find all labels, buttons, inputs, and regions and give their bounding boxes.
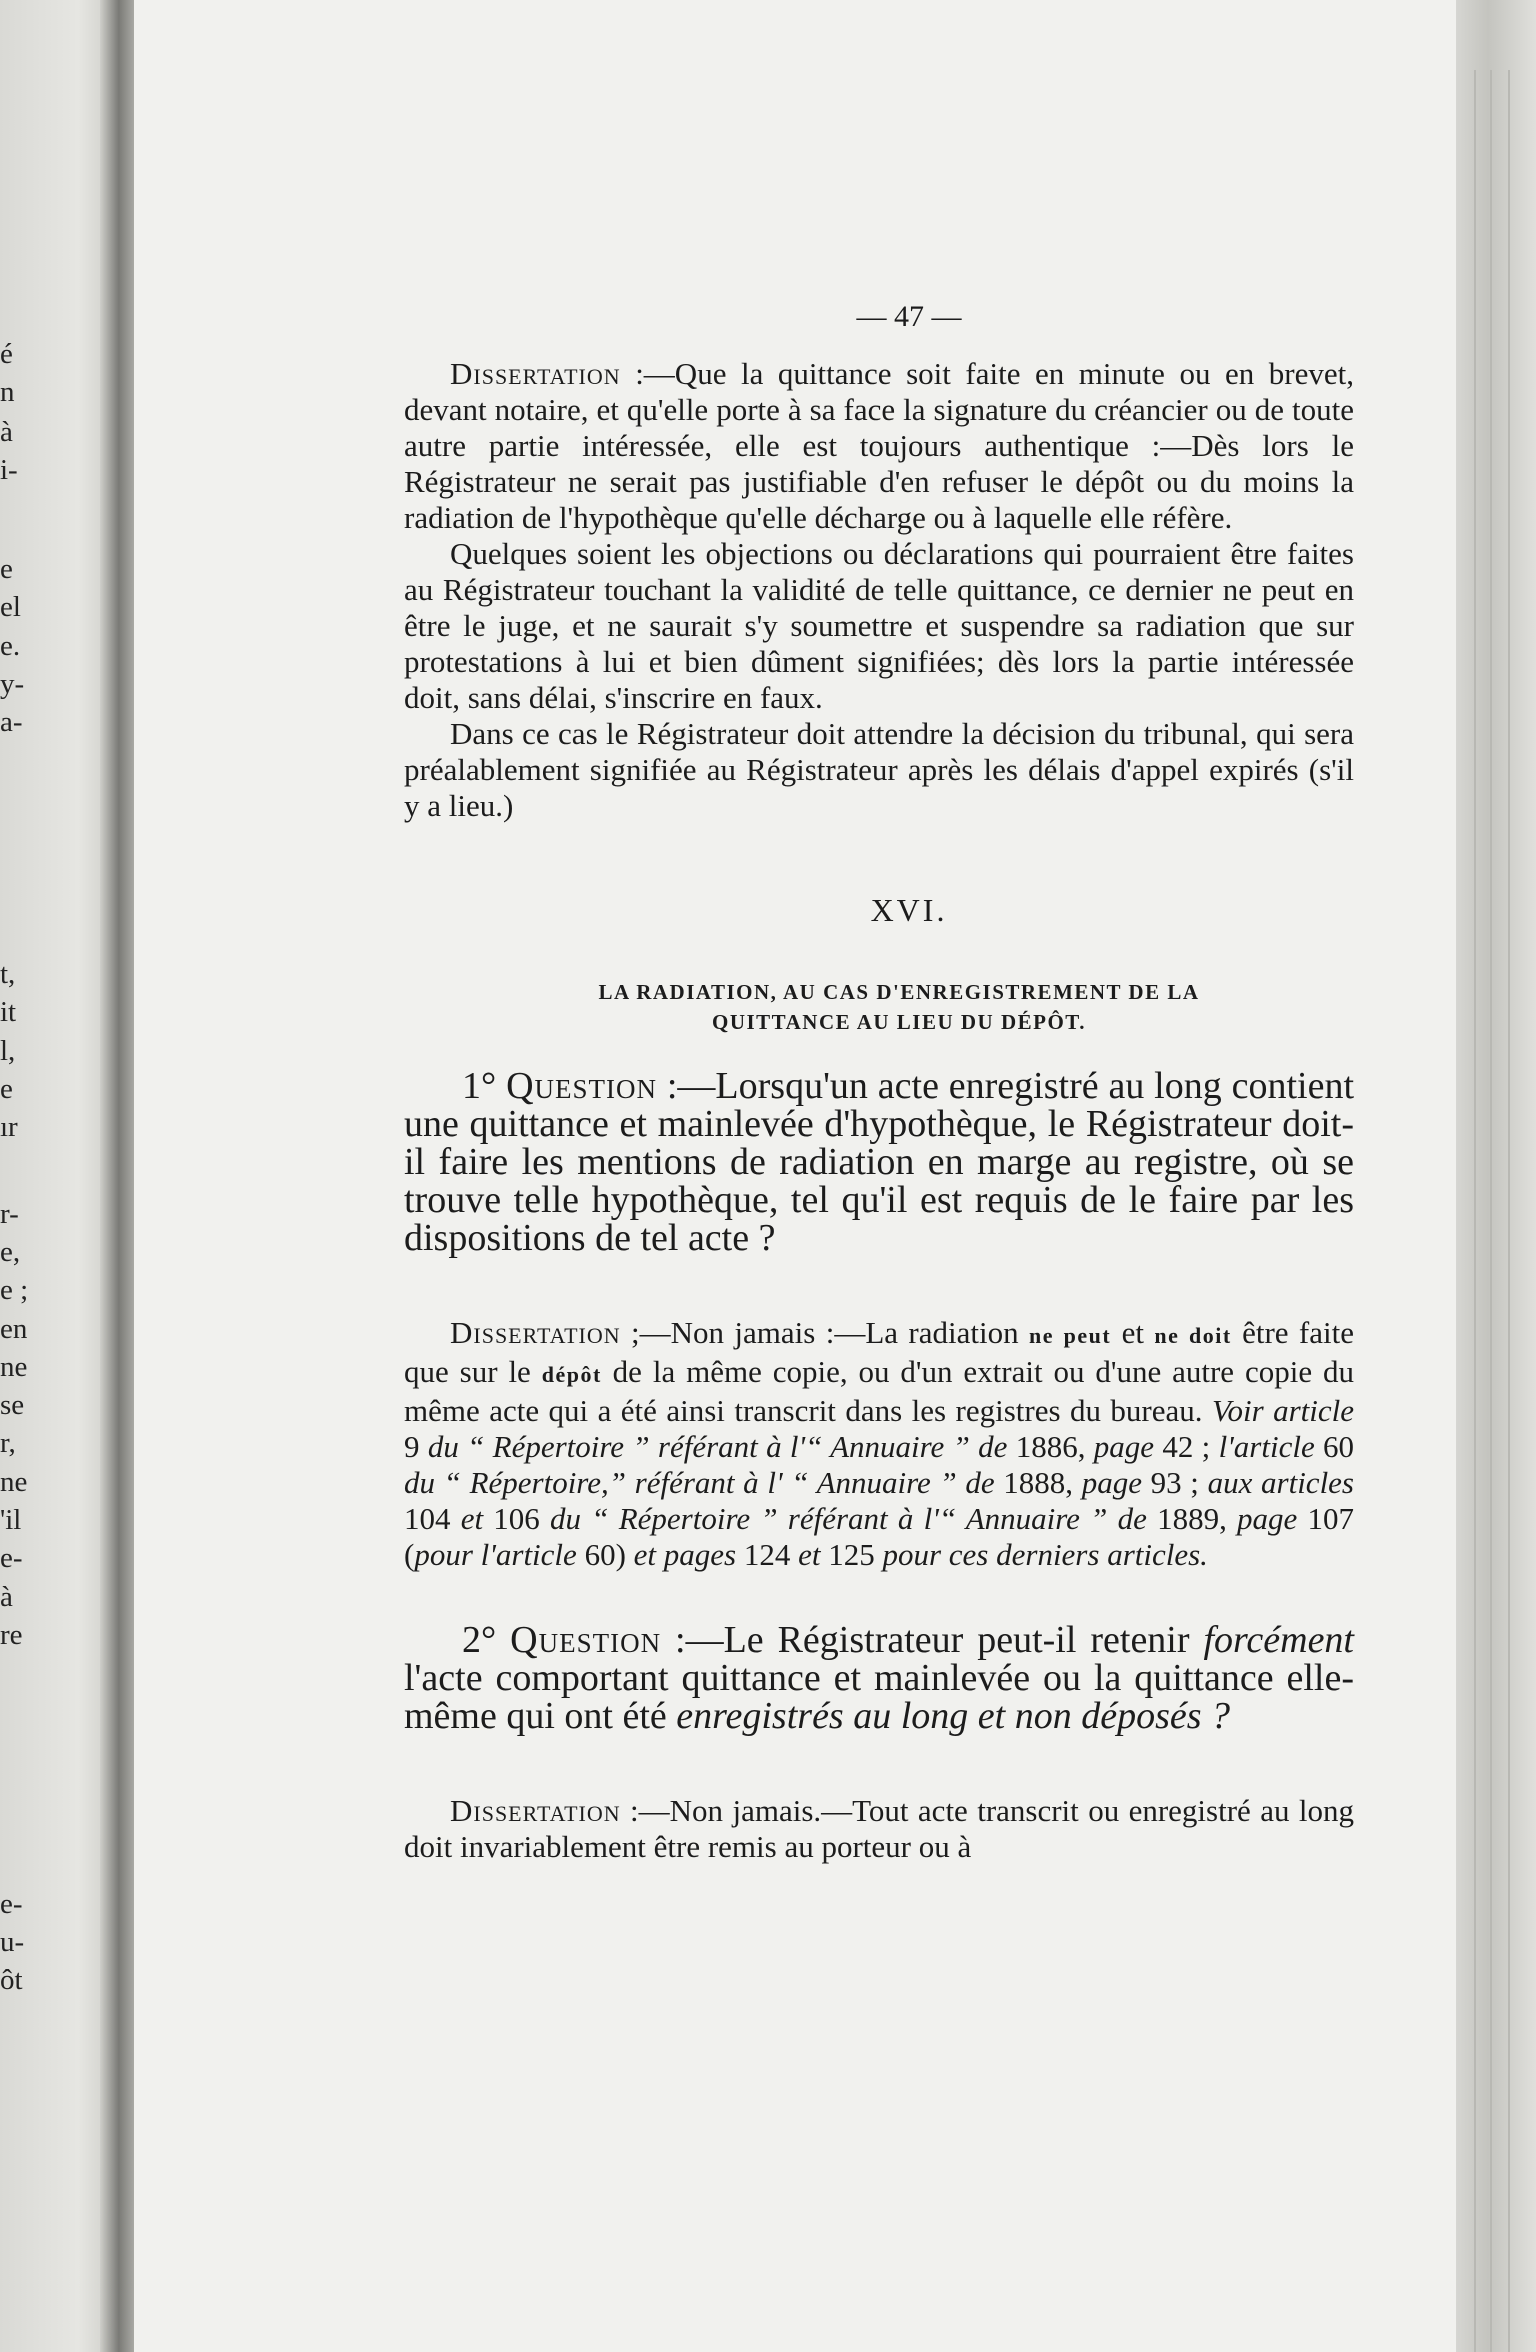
italic-run: aux articles: [1207, 1465, 1355, 1500]
italic-run: pour ces derniers articles.: [882, 1537, 1208, 1572]
paragraph-text: :—Que la quittance soit faite en minute ou en brevet, devant notaire, et qu'elle porte à sa face la signature du créancier ou de toute autre partie intéressée, elle est toujours authentique :—Dès lors le Régistrateur ne serait pas justifiable d'en refuser le dépôt ou du moins la radiation de l'hypothèque qu'elle décharge ou à laquelle elle réfère.: [404, 356, 1354, 535]
text-run: être faite que sur le: [404, 1315, 1354, 1389]
facing-page-fragment: e: [0, 553, 13, 585]
text-run: 125: [820, 1537, 883, 1572]
italic-run: forcément: [1203, 1619, 1354, 1661]
dissertation-label: Dissertation: [450, 1315, 621, 1350]
italic-run: et pages: [633, 1537, 737, 1572]
text-run: 104: [404, 1501, 461, 1536]
page-content: [404, 300, 1354, 1865]
italic-run: page: [1237, 1501, 1298, 1536]
section-title-line-2: QUITTANCE AU LIEU DU DÉPÔT.: [711, 1010, 1087, 1034]
paragraph-objections: Quelques soient les objections ou déclarations qui pourraient être faites au Régistrateur touchant la validité de telle quittance, ce dernier ne peut en être le juge, et ne saurait s'y soumettre et suspendre sa radiation que sur protestations à lui et bien dûment signifiées; dès lors la partie intéressée doit, sans délai, s'inscrire en faux.: [404, 536, 1354, 715]
facing-page-fragment: e-: [0, 1542, 23, 1574]
facing-page-fragment: re: [0, 1619, 23, 1651]
dissertation-label: Dissertation: [450, 356, 621, 391]
text-run: ;—Non jamais :—La radiation: [620, 1315, 1030, 1350]
text-run: 9: [404, 1429, 428, 1464]
question-label: Question: [506, 1065, 657, 1107]
text-run: 124: [736, 1537, 799, 1572]
book-gutter: [100, 0, 134, 2352]
text-run: 1888,: [994, 1465, 1082, 1500]
facing-page-fragment: i-: [0, 454, 18, 486]
text-run: :—Non jamais.—Tout acte transcrit ou enregistré au long doit invariablement être remis au porteur ou à: [404, 1793, 1354, 1864]
italic-run: pour l'article: [414, 1537, 577, 1572]
facing-page-fragment: ne: [0, 1351, 28, 1383]
facing-page-fragment: a-: [0, 706, 23, 738]
facing-page-fragment: n: [0, 376, 15, 408]
italic-run: et: [798, 1537, 821, 1572]
italic-run: du “ Répertoire,” référant à l' “ Annuaire ” de: [404, 1465, 995, 1500]
facing-page-fragment: e: [0, 1073, 13, 1105]
dissertation-1: [404, 1315, 1354, 1573]
facing-page-edge: [0, 0, 112, 2352]
italic-run: enregistrés au long et non déposés ?: [676, 1695, 1231, 1737]
facing-page-fragment: se: [0, 1389, 25, 1421]
facing-page-fragment: e.: [0, 630, 21, 662]
question-label: Question: [510, 1619, 662, 1661]
italic-run: du “ Répertoire ” référant à l'“ Annuaire ” de: [550, 1501, 1147, 1536]
facing-page-fragment: ne: [0, 1466, 28, 1498]
question-number: 2°: [462, 1619, 497, 1661]
page-edge-line: [1474, 70, 1476, 2352]
page-number: — 47 —: [856, 300, 962, 333]
text-run: 60): [576, 1537, 634, 1572]
facing-page-fragment: é: [0, 338, 13, 370]
dissertation-label: Dissertation: [450, 1793, 621, 1828]
italic-run: page: [1081, 1465, 1142, 1500]
text-run: 60: [1314, 1429, 1355, 1464]
italic-run: page: [1093, 1429, 1155, 1464]
text-run: et: [1111, 1315, 1155, 1350]
text-run: 1889,: [1146, 1501, 1238, 1536]
section-title-line-1: LA RADIATION, AU CAS D'ENREGISTREMENT DE LA: [598, 980, 1200, 1004]
facing-page-fragment: à: [0, 416, 13, 448]
facing-page-fragment: ır: [0, 1111, 18, 1143]
facing-page-fragment: 'il: [0, 1504, 22, 1536]
question-2: [404, 1621, 1354, 1735]
paragraph-dissertation-1: [404, 356, 1354, 536]
facing-page-fragment: ôt: [0, 1964, 23, 1996]
spacer: [404, 1735, 1354, 1793]
italic-run: du “ Répertoire ” référant à l'“ Annuaire ” de: [427, 1429, 1008, 1464]
section-title: [444, 977, 1354, 1037]
facing-page-fragment: à: [0, 1581, 13, 1613]
spacer: [404, 1573, 1354, 1621]
page-stack-edge: [1456, 0, 1536, 2352]
facing-page-fragment: e ;: [0, 1274, 29, 1306]
facing-page-fragment: e,: [0, 1236, 21, 1268]
facing-page-fragment: r,: [0, 1427, 16, 1459]
book-page: [134, 0, 1456, 2352]
section-number: XVI.: [870, 892, 948, 928]
text-run: :—Le Régistrateur peut-il retenir: [661, 1619, 1204, 1661]
italic-run: et: [460, 1501, 484, 1536]
emphasis-depot: dépôt: [541, 1362, 602, 1387]
facing-page-fragment: e-: [0, 1888, 23, 1920]
question-text: :—Lorsqu'un acte enregistré au long contient une quittance et mainlevée d'hypothèque, le Régistrateur doit-il faire les mentions de radiation en marge au registre, où se trouve telle hypothèque, tel qu'il est requis de le faire par les dispositions de tel acte ?: [404, 1065, 1354, 1259]
question-number: 1°: [462, 1065, 497, 1107]
text-run: l'acte comportant quittance et mainlevée ou la quittance elle-même qui ont été: [404, 1657, 1354, 1737]
italic-run: Voir article: [1211, 1393, 1354, 1428]
facing-page-fragment: r-: [0, 1198, 19, 1230]
facing-page-fragment: en: [0, 1313, 28, 1345]
emphasis-ne-doit: ne doit: [1154, 1323, 1232, 1348]
question-1: [404, 1067, 1354, 1257]
text-run: 93 ;: [1141, 1465, 1208, 1500]
page-edge-line: [1508, 70, 1510, 2352]
page-edge-line: [1490, 70, 1492, 2352]
text-run: 42 ;: [1154, 1429, 1219, 1464]
facing-page-fragment: l,: [0, 1035, 16, 1067]
facing-page-fragment: it: [0, 996, 17, 1028]
text-run: 1886,: [1007, 1429, 1094, 1464]
paragraph-tribunal: Dans ce cas le Régistrateur doit attendre la décision du tribunal, qui sera préalablement signifiée au Régistrateur après les délais d'appel expirés (s'il y a lieu.): [404, 716, 1354, 823]
italic-run: l'article: [1218, 1429, 1315, 1464]
text-run: 106: [483, 1501, 551, 1536]
spacer: [404, 1257, 1354, 1315]
facing-page-fragment: el: [0, 591, 21, 623]
emphasis-ne-peut: ne peut: [1029, 1323, 1112, 1348]
facing-page-fragment: y-: [0, 668, 25, 700]
text-run: 107 (: [404, 1501, 1355, 1572]
facing-page-fragment: t,: [0, 958, 16, 990]
dissertation-2: [404, 1793, 1354, 1865]
facing-page-fragment: u-: [0, 1926, 25, 1958]
text-run: de la même copie, ou d'un extrait ou d'une autre copie du même acte qui a été ainsi transcrit dans les registres du bureau.: [404, 1354, 1354, 1428]
